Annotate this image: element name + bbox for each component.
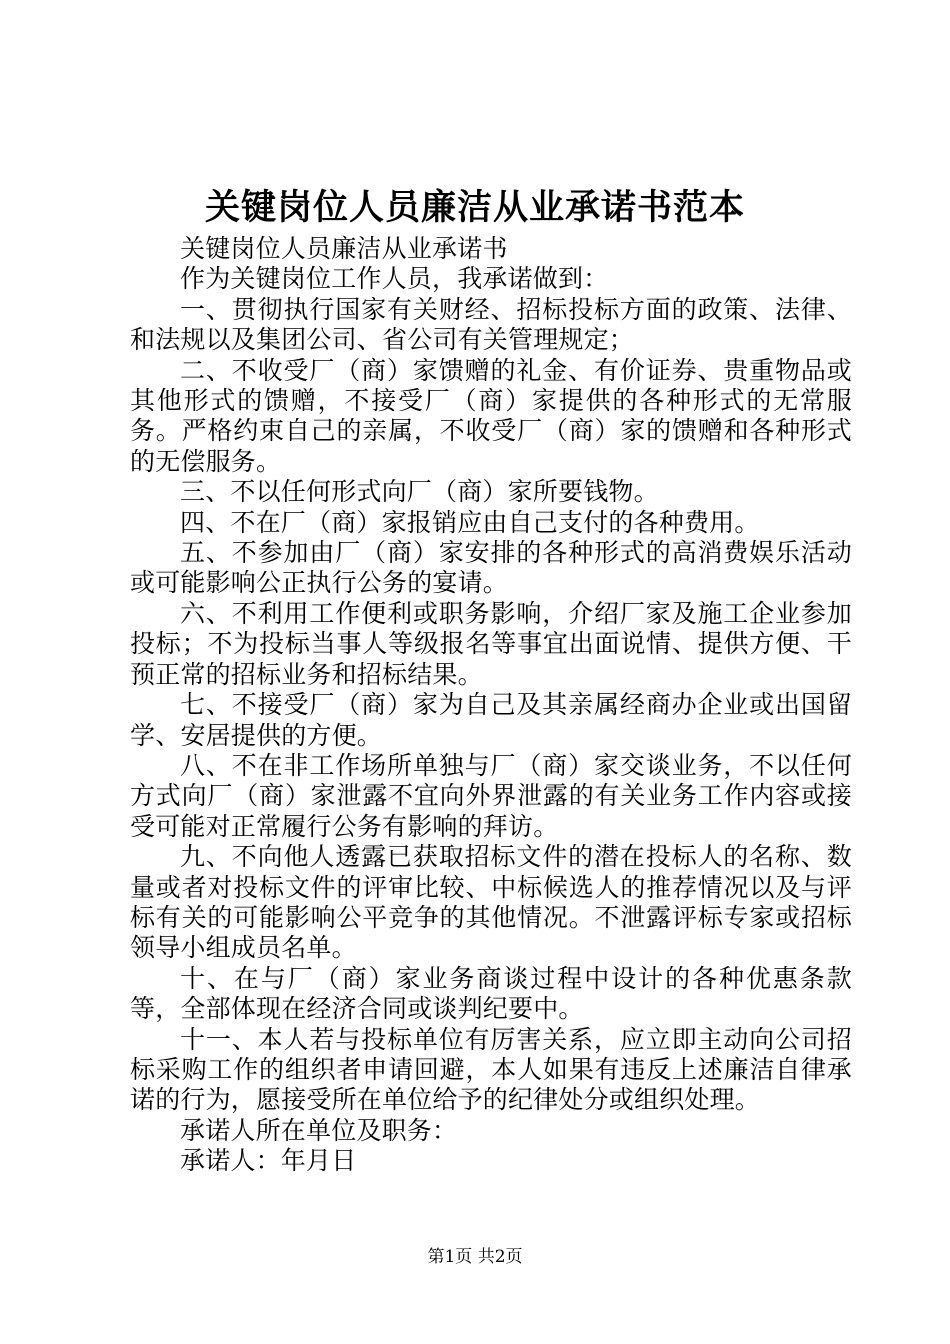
paragraph-item-7: 七、不接受厂（商）家为自己及其亲属经商办企业或出国留学、安居提供的方便。 [130,690,852,750]
paragraph-item-3: 三、不以任何形式向厂（商）家所要钱物。 [180,477,659,507]
document-body [130,234,852,1177]
document-title: 关键岗位人员廉洁从业承诺书范本 [204,187,745,228]
paragraph-item-4: 四、不在厂（商）家报销应由自己支付的各种费用。 [180,507,760,537]
paragraph-subtitle: 关键岗位人员廉洁从业承诺书 [180,234,508,263]
paragraph-item-6: 六、不利用工作便利或职务影响，介绍厂家及施工企业参加投标；不为投标当事人等级报名等事宜出面说情、提供方便、干预正常的招标业务和招标结果。 [130,598,852,689]
signature-date-line: 承诺人：年月日 [180,1146,357,1176]
paragraph-item-11: 十一、本人若与投标单位有厉害关系，应立即主动向公司招标采购工作的组织者申请回避，本人如果有违反上述廉洁自律承诺的行为，愿接受所在单位给予的纪律处分或组织处理。 [130,1024,852,1115]
paragraph-item-2: 二、不收受厂（商）家馈赠的礼金、有价证券、贵重物品或其他形式的馈赠，不接受厂（商）家提供的各种形式的无常服务。严格约束自己的亲属，不收受厂（商）家的馈赠和各种形式的无偿服务。 [130,355,852,476]
paragraph-item-9: 九、不向他人透露已获取招标文件的潜在投标人的名称、数量或者对投标文件的评审比较、中标候选人的推荐情况以及与评标有关的可能影响公平竞争的其他情况。不泄露评标专家或招标领导小组成员名单。 [130,842,852,963]
paragraph-item-8: 八、不在非工作场所单独与厂（商）家交谈业务，不以任何方式向厂（商）家泄露不宜向外界泄露的有关业务工作内容或接受可能对正常履行公务有影响的拜访。 [130,750,852,841]
paragraph-item-10: 十、在与厂（商）家业务商谈过程中设计的各种优惠条款等，全部体现在经济合同或谈判纪要中。 [130,963,852,1024]
paragraph-intro: 作为关键岗位工作人员，我承诺做到： [180,264,609,294]
signature-unit-line: 承诺人所在单位及职务： [180,1115,458,1145]
paragraph-item-1: 一、贯彻执行国家有关财经、招标投标方面的政策、法律、和法规以及集团公司、省公司有关管理规定； [130,294,852,355]
paragraph-item-5: 五、不参加由厂（商）家安排的各种形式的高消费娱乐活动或可能影响公正执行公务的宴请。 [130,538,852,598]
page-footer: 第1页 共2页 [427,1247,523,1267]
